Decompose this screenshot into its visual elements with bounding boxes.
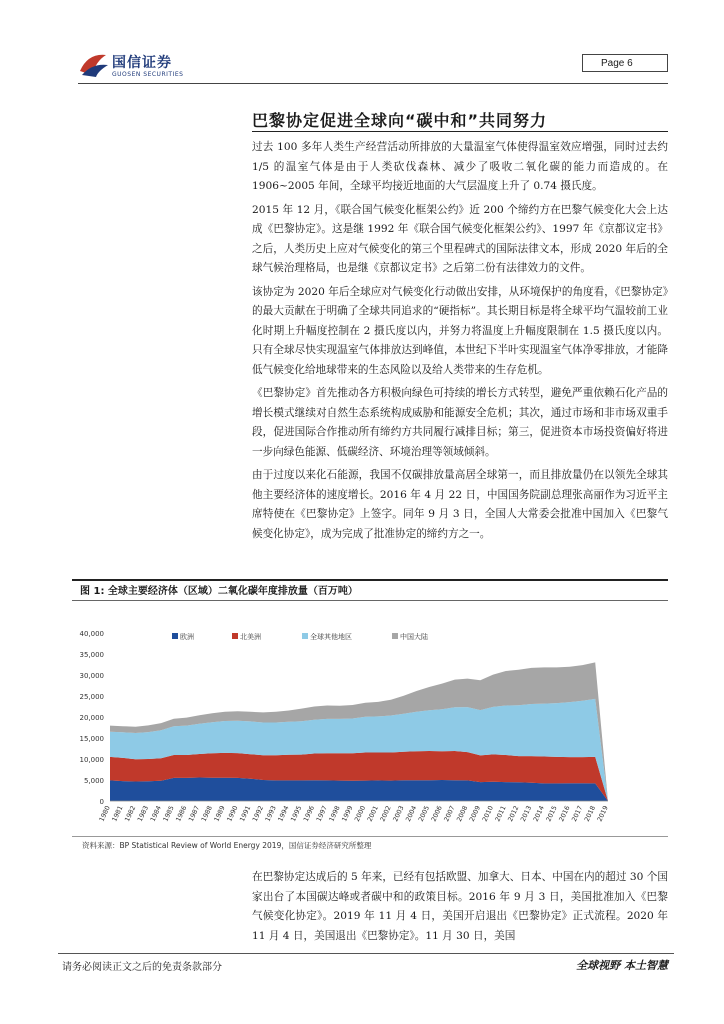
header-divider	[78, 83, 668, 84]
y-tick-label: 20,000	[79, 714, 104, 722]
x-tick-label: 1987	[186, 804, 202, 823]
x-tick-label: 1992	[250, 804, 266, 823]
x-tick-label: 1985	[161, 804, 176, 823]
legend-swatch	[172, 633, 178, 639]
x-tick-label: 2005	[416, 804, 432, 823]
y-tick-label: 35,000	[79, 651, 104, 659]
x-tick-label: 2004	[404, 804, 419, 823]
paragraph: 由于过度以来化石能源，我国不仅碳排放量高居全球第一，而且排放量仍在以领先全球其他主要经济体的速度增长。2016 年 4 月 22 日，中国国务院副总理张高丽作为习近平主席特使在《巴黎协定》上签字。同年 9 月 3 日，全国人大常委会批准中国加入《巴黎气候变化协定》，成为完成了批准协定的缔约方之一。	[252, 469, 668, 540]
x-tick-label: 2008	[455, 804, 470, 823]
company-logo	[78, 49, 218, 83]
x-tick-label: 1982	[123, 804, 138, 823]
legend-label: 北美洲	[240, 633, 261, 641]
section-title: 巴黎协定促进全球向“碳中和”共同努力	[252, 111, 548, 130]
legend-label: 欧洲	[180, 633, 194, 641]
x-tick-label: 2007	[442, 804, 457, 823]
legend-item	[392, 632, 428, 641]
x-tick-label: 2003	[391, 804, 406, 823]
y-tick-label: 15,000	[79, 735, 104, 743]
y-tick-label: 0	[99, 798, 104, 806]
x-tick-label: 2000	[352, 804, 368, 823]
x-tick-label: 2019	[595, 804, 610, 823]
title-divider	[252, 131, 668, 132]
x-tick-label: 1998	[327, 804, 342, 823]
logo-text-en: GUOSEN SECURITIES	[112, 71, 184, 78]
x-tick-label: 1983	[135, 804, 151, 823]
x-tick-label: 2001	[365, 804, 380, 823]
footer-divider	[58, 953, 674, 954]
x-tick-label: 2014	[531, 804, 546, 823]
x-tick-label: 1994	[276, 804, 291, 823]
x-tick-label: 1996	[301, 804, 317, 823]
y-tick-label: 25,000	[79, 693, 104, 701]
x-tick-label: 2010	[480, 804, 495, 823]
logo-icon	[78, 49, 110, 79]
x-tick-label: 2002	[378, 804, 393, 823]
x-tick-label: 2011	[493, 804, 508, 823]
x-tick-label: 1997	[314, 804, 329, 823]
x-tick-label: 1981	[110, 804, 125, 823]
paragraph: 过去 100 多年人类生产经营活动所排放的大量温室气体使得温室效应增强，同时过去约 1/5 的温室气体是由于人类砍伐森林、减少了吸收二氧化碳的能力而造成的。在 1906~2005 年间，全球平均接近地面的大气层温度上升了 0.74 摄氏度。	[252, 141, 668, 192]
paragraph: 在巴黎协定达成后的 5 年来，已经有包括欧盟、加拿大、日本、中国在内的超过 30 个国家出台了本国碳达峰或者碳中和的政策目标。2016 年 9 月 3 日，美国批准加入《巴黎气候变化协定》。2019 年 11 月 4 日，美国开启退出《巴黎协定》正式流程。2020 年 11 月 4 日，美国退出《巴黎协定》。11 月 30 日，美国	[252, 871, 668, 942]
paragraph: 该协定为 2020 年后全球应对气候变化行动做出安排，从环境保护的角度看，《巴黎协定》的最大贡献在于明确了全球共同追求的“硬指标”。其长期目标是将全球平均气温较前工业化时期上升幅度控制在 2 摄氏度以内，并努力将温度上升幅度限制在 1.5 摄氏度以内。只有全球尽快实现温室气体排放达到峰值，本世纪下半叶实现温室气体净零排放，才能降低气候变化给地球带来的生态风险以及给人类带来的生存危机。	[252, 285, 668, 376]
x-tick-label: 2018	[582, 804, 598, 823]
legend-item	[172, 632, 194, 641]
x-tick-label: 1995	[289, 804, 304, 823]
x-tick-label: 1986	[174, 804, 189, 823]
y-tick-label: 10,000	[79, 756, 104, 764]
emissions-chart	[72, 603, 668, 835]
disclaimer-note: 请务必阅读正文之后的免责条款部分	[62, 962, 222, 973]
legend-swatch	[302, 633, 308, 639]
x-tick-label: 2012	[506, 804, 521, 823]
body-text	[252, 138, 668, 548]
x-tick-label: 1999	[340, 804, 355, 823]
x-tick-label: 1984	[148, 804, 163, 823]
y-tick-label: 5,000	[83, 777, 104, 785]
x-tick-label: 2017	[570, 804, 585, 823]
x-tick-label: 2015	[544, 804, 559, 823]
x-tick-label: 1991	[238, 804, 253, 823]
x-tick-label: 1980	[97, 804, 112, 823]
x-tick-label: 1989	[212, 804, 227, 823]
x-tick-label: 1993	[263, 804, 278, 823]
y-tick-label: 30,000	[79, 672, 104, 680]
x-tick-label: 2013	[518, 804, 534, 823]
x-tick-label: 2006	[429, 804, 444, 823]
legend-item	[302, 632, 352, 641]
legend-label: 全球其他地区	[310, 633, 352, 641]
paragraph: 《巴黎协定》首先推动各方积极向绿色可持续的增长方式转型，避免严重依赖石化产品的增长模式继续对自然生态系统构成威胁和能源安全危机；其次，通过市场和非市场双重手段，促进国际合作推动所有缔约方共同履行减排目标；第三，促进资本市场投资偏好将进一步向绿色能源、低碳经济、环境治理等领域倾斜。	[252, 387, 668, 458]
logo-text-cn: 国信证券	[112, 55, 172, 71]
paragraph: 2015 年 12 月，《联合国气候变化框架公约》近 200 个缔约方在巴黎气候变化大会上达成《巴黎协定》。这是继 1992 年《联合国气候变化框架公约》、1997 年《京都议定书》之后，人类历史上应对气候变化的第三个里程碑式的国际法律文本，形成 2020 年后的全球气候治理格局，也是继《京都议定书》之后第二份有法律效力的文件。	[252, 203, 668, 274]
legend-swatch	[392, 633, 398, 639]
x-tick-label: 1988	[199, 804, 214, 823]
figure-title: 图 1: 全球主要经济体（区域）二氧化碳年度排放量（百万吨）	[72, 579, 668, 601]
page-number: Page 6	[582, 54, 668, 72]
x-tick-label: 1990	[225, 804, 240, 823]
source-divider	[72, 836, 668, 837]
x-tick-label: 2016	[557, 804, 572, 823]
legend-swatch	[232, 633, 238, 639]
footer-slogan: 全球视野 本土智慧	[576, 959, 668, 972]
x-tick-label: 2009	[467, 804, 483, 823]
y-tick-label: 40,000	[79, 630, 104, 638]
legend-label: 中国大陆	[400, 633, 428, 641]
figure-source: 资料来源：BP Statistical Review of World Energy 2019，国信证券经济研究所整理	[82, 841, 372, 850]
legend-item	[232, 632, 261, 641]
body-text-continued	[252, 868, 668, 946]
